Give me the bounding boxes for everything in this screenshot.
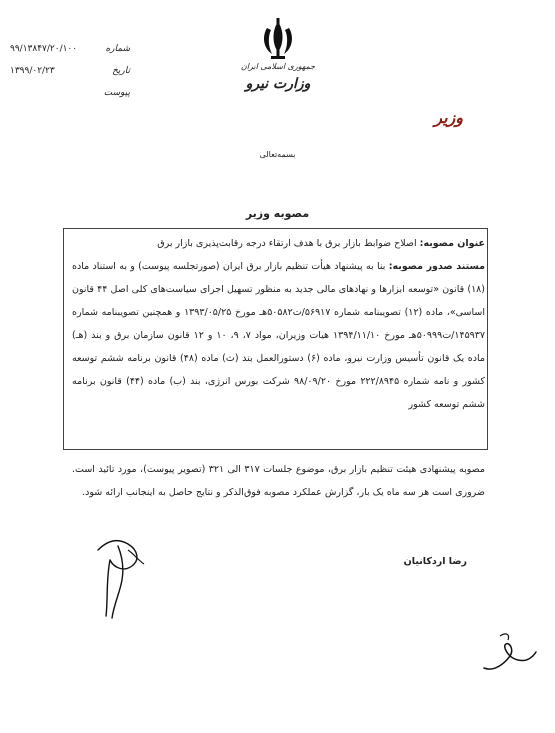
- meta-attachment-label: پیوست: [103, 88, 130, 98]
- subject-text: اصلاح ضوابط بازار برق با هدف ارتقاء درجه رقابت‌پذیری بازار برق: [157, 238, 417, 249]
- minister-title: وزیر: [434, 108, 463, 127]
- meta-number-row: [10, 38, 130, 60]
- decree-body: مصوبه پیشنهادی هیئت تنظیم بازار برق، موضوع جلسات ۳۱۷ الی ۳۲۱ (تصویر پیوست)، مورد تائید است. ضروری است هر سه ماه یک بار، گزارش عملکرد مصوبه فوق‌الذکر و نتایج حاصل به اینجانب ارائه شود.: [72, 464, 485, 498]
- meta-date-row: [10, 60, 130, 82]
- meta-date-value: ۱۳۹۹/۰۲/۲۳: [10, 66, 55, 76]
- letter-metadata: [10, 38, 130, 104]
- invocation: بسمه‌تعالی: [259, 150, 296, 159]
- meta-date-label: تاریخ: [112, 66, 130, 76]
- basis-label: مستند صدور مصوبه:: [388, 261, 486, 272]
- meta-attachment-row: [10, 82, 130, 104]
- meta-number-label: شماره: [105, 44, 130, 54]
- corner-initials-icon: [480, 628, 540, 678]
- ministry-country-line: جمهوری اسلامی ایران: [240, 62, 316, 71]
- subject-label: عنوان مصوبه:: [419, 238, 485, 249]
- decree-heading: مصوبه وزیر: [245, 207, 310, 220]
- decree-basis: [72, 255, 485, 416]
- ministry-name: وزارت نیرو: [245, 76, 311, 92]
- decree-subject: [72, 232, 485, 255]
- basis-text: بنا به پیشنهاد هیأت تنظیم بازار برق ایران (صورتجلسه پیوست) و به استناد ماده (۱۸) قانون «توسعه ابزارها و نهادهای مالی جدید به منظور تسهیل اجرای سیاست‌های کلی اصل ۴۴ قانون اساسی»، ماده (۱۲) تصویبنامه شماره ۵۶۹۱۷/ت۵۰۵۸۲هـ مورخ ۱۳۹۳/۰۵/۲۵ و همچنین تصویبنامه شماره ۱۴۵۹۳۷/ت۵۰۹۹۹هـ مورخ ۱۳۹۴/۱۱/۱۰ هیات وزیران، مواد ۷، ۹، ۱۰ و ۱۲ قانون سازمان برق و بند (هـ) ماده یک قانون تأسیس وزارت نیرو، ماده (۶) دستورالعمل بند (ث) ماده (۴۸) قانون برنامه ششم توسعه کشور و نامه شماره ۲۲۲/۸۹۴۵ مورخ ۹۸/۰۹/۲۰ شرکت بورس انرژی، بند (ب) ماده (۴۴) قانون برنامه ششم توسعه کشور: [72, 261, 486, 410]
- meta-number-value: ۹۹/۱۳۸۴۷/۲۰/۱۰۰: [10, 44, 78, 54]
- signer-name: رضا اردکانیان: [403, 556, 467, 567]
- iran-emblem-icon: [258, 18, 298, 62]
- signature-icon: [88, 520, 150, 620]
